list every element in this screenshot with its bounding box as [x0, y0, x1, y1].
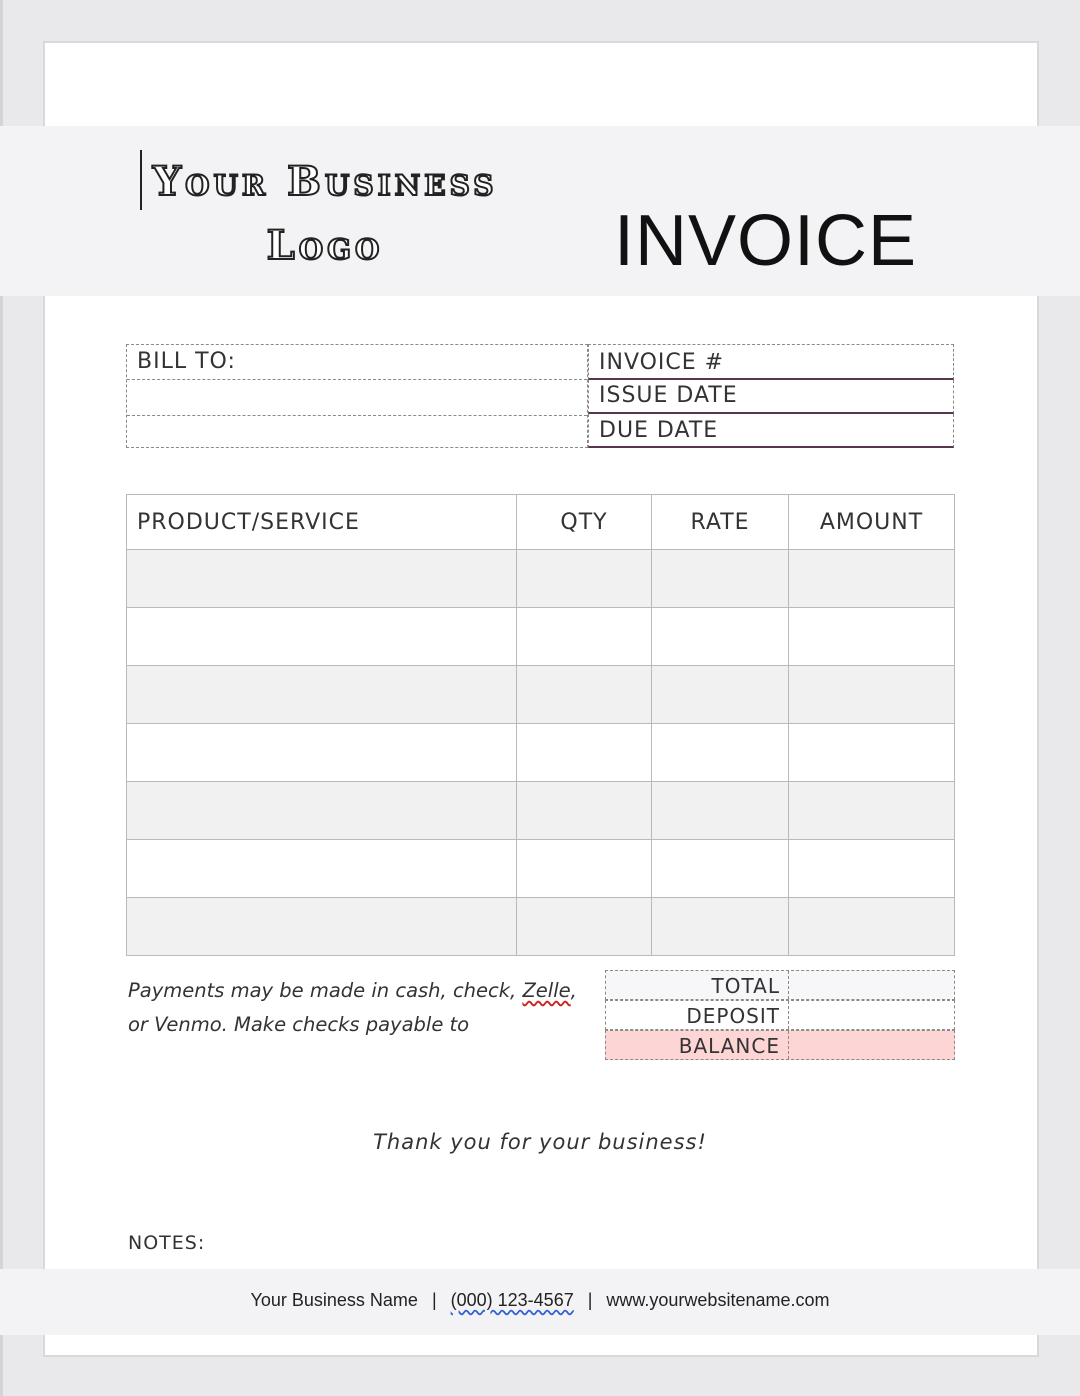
- issue-date-label: ISSUE DATE: [599, 383, 738, 408]
- footer-separator: |: [587, 1290, 593, 1310]
- column-header-amount: AMOUNT: [789, 495, 955, 550]
- product-cell[interactable]: [127, 608, 517, 666]
- qty-cell[interactable]: [517, 724, 652, 782]
- due-date-label: DUE DATE: [599, 418, 719, 443]
- product-cell[interactable]: [127, 550, 517, 608]
- table-row: [127, 550, 955, 608]
- rate-cell[interactable]: [652, 666, 789, 724]
- rate-cell[interactable]: [652, 608, 789, 666]
- issue-date-field[interactable]: [588, 380, 954, 414]
- table-row: [127, 724, 955, 782]
- notes-label: NOTES:: [128, 1232, 206, 1254]
- invoice-meta: [588, 344, 954, 448]
- qty-cell[interactable]: [517, 666, 652, 724]
- invoice-title: INVOICE: [614, 201, 918, 281]
- column-header-product: PRODUCT/SERVICE: [127, 495, 517, 550]
- invoice-number-field[interactable]: [588, 344, 954, 380]
- table-row: [127, 898, 955, 956]
- total-label: TOTAL: [606, 971, 789, 999]
- bill-to-row[interactable]: [127, 345, 587, 380]
- payment-note[interactable]: [128, 974, 578, 1042]
- rate-cell[interactable]: [652, 782, 789, 840]
- bill-to-area[interactable]: [126, 344, 588, 448]
- amount-cell[interactable]: [789, 782, 955, 840]
- payment-note-text-1: Payments may be made in cash, check,: [128, 979, 523, 1002]
- footer: [0, 1290, 1080, 1311]
- amount-cell[interactable]: [789, 724, 955, 782]
- product-cell[interactable]: [127, 782, 517, 840]
- qty-cell[interactable]: [517, 782, 652, 840]
- table-header-row: [127, 495, 955, 550]
- due-date-field[interactable]: [588, 414, 954, 448]
- qty-cell[interactable]: [517, 550, 652, 608]
- product-cell[interactable]: [127, 666, 517, 724]
- balance-row[interactable]: [605, 1030, 955, 1060]
- table-row: [127, 608, 955, 666]
- amount-cell[interactable]: [789, 666, 955, 724]
- rate-cell[interactable]: [652, 724, 789, 782]
- product-cell[interactable]: [127, 898, 517, 956]
- items-table: [126, 494, 955, 956]
- amount-cell[interactable]: [789, 840, 955, 898]
- footer-phone: (000) 123-4567: [450, 1290, 574, 1310]
- deposit-label: DEPOSIT: [606, 1001, 789, 1029]
- footer-business-name: Your Business Name: [250, 1290, 418, 1310]
- balance-label: BALANCE: [606, 1031, 789, 1059]
- business-logo[interactable]: Your Business Logo: [152, 158, 498, 269]
- invoice-number-label: INVOICE #: [599, 350, 725, 375]
- qty-cell[interactable]: [517, 608, 652, 666]
- column-header-rate: RATE: [652, 495, 789, 550]
- rate-cell[interactable]: [652, 840, 789, 898]
- amount-cell[interactable]: [789, 898, 955, 956]
- amount-cell[interactable]: [789, 550, 955, 608]
- thank-you-message: Thank you for your business!: [373, 1130, 707, 1154]
- total-row[interactable]: [605, 970, 955, 1000]
- bill-to-block: [126, 344, 954, 448]
- amount-cell[interactable]: [789, 608, 955, 666]
- product-cell[interactable]: [127, 840, 517, 898]
- spellcheck-word: Zelle: [522, 979, 571, 1002]
- totals-block: [605, 970, 955, 1060]
- qty-cell[interactable]: [517, 840, 652, 898]
- deposit-row[interactable]: [605, 1000, 955, 1030]
- footer-website[interactable]: www.yourwebsitename.com: [606, 1290, 830, 1310]
- qty-cell[interactable]: [517, 898, 652, 956]
- rate-cell[interactable]: [652, 550, 789, 608]
- table-row: [127, 840, 955, 898]
- table-row: [127, 666, 955, 724]
- rate-cell[interactable]: [652, 898, 789, 956]
- product-cell[interactable]: [127, 724, 517, 782]
- payment-note-text-2: , or Venmo. Make checks payable to: [128, 979, 577, 1036]
- footer-separator: |: [431, 1290, 437, 1310]
- bill-to-row[interactable]: [127, 379, 587, 416]
- bill-to-label: BILL TO:: [137, 349, 236, 374]
- table-row: [127, 782, 955, 840]
- column-header-qty: QTY: [517, 495, 652, 550]
